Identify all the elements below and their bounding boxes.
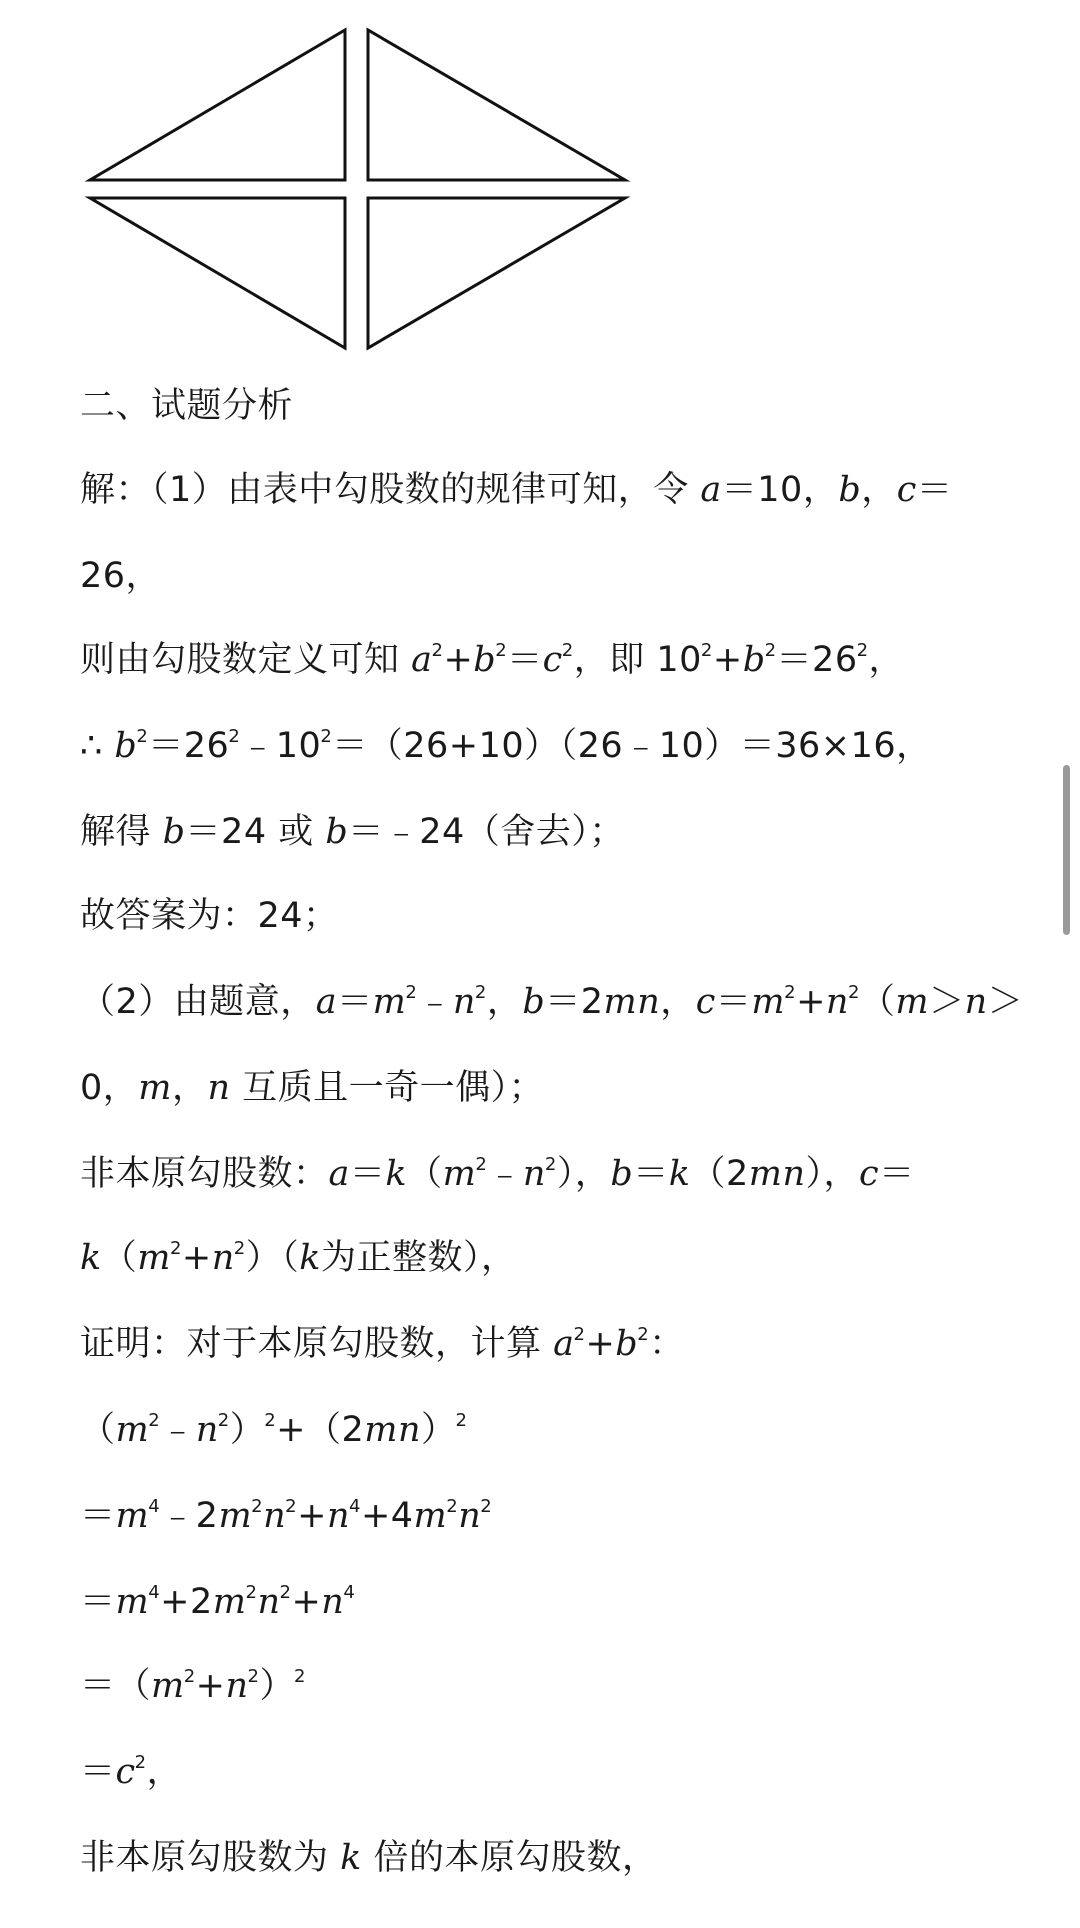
triangle-top-right xyxy=(368,30,625,180)
solution-line-11: 证明：对于本原勾股数，计算 $a^2+b^2$： xyxy=(80,1324,685,1364)
four-triangles-figure xyxy=(80,20,640,360)
solution-line-12: $(m^2﹣n^2)^2+(2mn)^2$ xyxy=(80,1410,468,1450)
solution-line-16: $=c^2$， xyxy=(80,1752,183,1792)
solution-line-8: 0，m，n 互质且一奇一偶）； xyxy=(80,1068,545,1108)
solution-line-1: 解：（1）由表中勾股数的规律可知，令 a＝10，b，c＝ xyxy=(80,470,953,510)
solution-line-13: $=m^4﹣2m^2n^2+n^4+4m^2n^2$ xyxy=(80,1496,493,1536)
section-heading: 二、试题分析 xyxy=(80,386,294,426)
solution-line-5: 解得 b＝24 或 b＝﹣24（舍去）； xyxy=(80,812,625,852)
solution-line-4: ∴ $b^2=26^2﹣10^2=(26+10)(26﹣10)=36\times 16$， xyxy=(80,726,932,766)
triangle-top-left xyxy=(90,30,345,180)
triangle-bottom-left xyxy=(90,198,345,348)
triangle-bottom-right xyxy=(368,198,625,348)
solution-line-6: 故答案为：24； xyxy=(80,896,339,936)
solution-line-9: 非本原勾股数：$a=k(m^2﹣n^2)$，b＝k（2mn），c＝ xyxy=(80,1154,915,1194)
scrollbar-thumb[interactable] xyxy=(1063,765,1070,935)
solution-line-15: $=(m^2+n^2)^2$ xyxy=(80,1666,306,1706)
solution-line-17: 非本原勾股数为 k 倍的本原勾股数， xyxy=(80,1838,658,1878)
solution-line-10: $k(m^2+n^2)(k$为正整数）， xyxy=(80,1238,517,1278)
solution-line-3: 则由勾股数定义可知 $a^2+b^2=c^2$，即 $10^2+b^2=26^2$， xyxy=(80,640,905,680)
solution-line-7: （2）由题意，$a=m^2﹣n^2$，b＝2mn，$c=m^2+n^2(m>n>$ xyxy=(80,982,1024,1022)
solution-line-14: $=m^4+2m^2n^2+n^4$ xyxy=(80,1582,356,1622)
solution-line-2: 26， xyxy=(80,556,162,596)
